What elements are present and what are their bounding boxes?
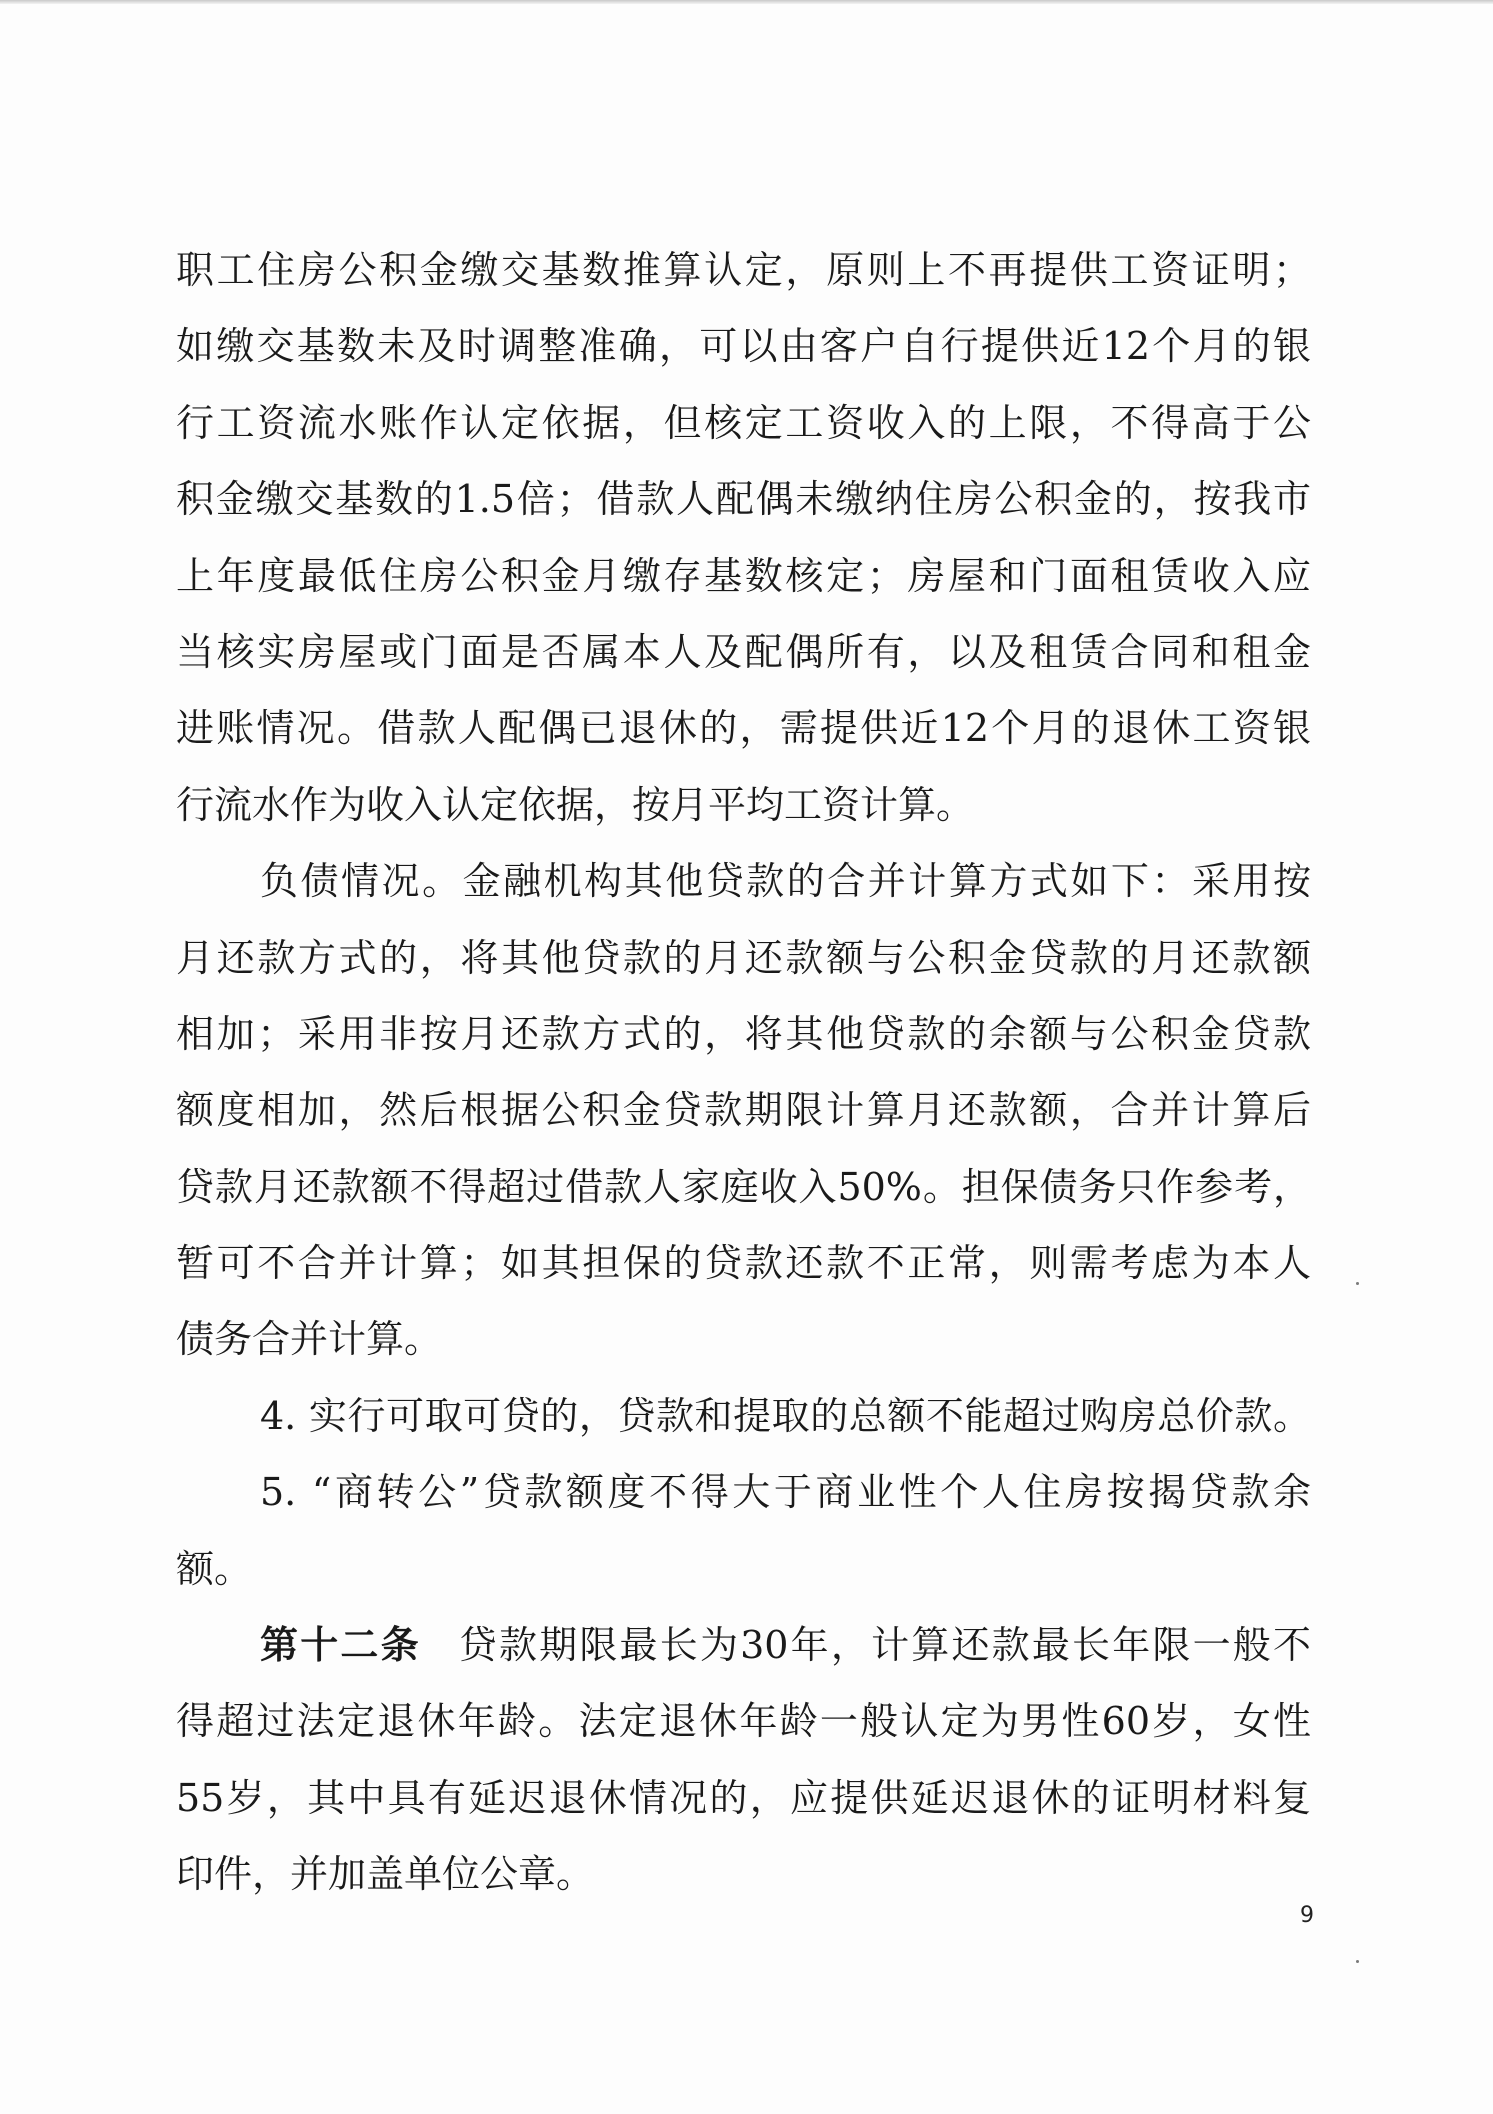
text-line: 职工住房公积金缴交基数推算认定，原则上不再提供工资证明； bbox=[176, 248, 1311, 292]
article-12-heading: 第十二条 bbox=[260, 1622, 421, 1668]
text-line: 行流水作为收入认定依据，按月平均工资计算。 bbox=[176, 782, 975, 827]
article-12-first-line bbox=[176, 1607, 1311, 1683]
text-line: 暂可不合并计算；如其担保的贷款还款不正常，则需考虑为本人 bbox=[176, 1241, 1311, 1286]
scan-top-edge bbox=[0, 0, 1493, 4]
text-line: 贷款月还款额不得超过借款人家庭收入50%。担保债务只作参考， bbox=[176, 1164, 1311, 1209]
text-line: 得超过法定退休年龄。法定退休年龄一般认定为男性60岁，女性 bbox=[176, 1699, 1311, 1744]
text-line: 当核实房屋或门面是否属本人及配偶所有，以及租赁合同和租金 bbox=[176, 629, 1311, 674]
item-4: 4. 实行可取可贷的，贷款和提取的总额不能超过购房总价款。 bbox=[260, 1393, 1311, 1438]
body-text bbox=[176, 232, 1311, 1913]
text-line: 相加；采用非按月还款方式的，将其他贷款的余额与公积金贷款 bbox=[176, 1011, 1311, 1056]
text-line: 积金缴交基数的1.5倍；借款人配偶未缴纳住房公积金的，按我市 bbox=[176, 477, 1311, 522]
text-line: 月还款方式的，将其他贷款的月还款额与公积金贷款的月还款额 bbox=[176, 935, 1311, 980]
item-5-line: 额。 bbox=[176, 1546, 253, 1591]
text-line: 负债情况。金融机构其他贷款的合并计算方式如下：采用按 bbox=[260, 859, 1311, 904]
page-number: 9 bbox=[1300, 1903, 1314, 1928]
scan-speck bbox=[1356, 1282, 1359, 1285]
text-line: 额度相加，然后根据公积金贷款期限计算月还款额，合并计算后 bbox=[176, 1088, 1311, 1133]
text-line: 如缴交基数未及时调整准确，可以由客户自行提供近12个月的银 bbox=[176, 324, 1311, 369]
scan-speck bbox=[1356, 1960, 1359, 1963]
text-line: 55岁，其中具有延迟退休情况的，应提供延迟退休的证明材料复 bbox=[176, 1775, 1311, 1820]
item-5-line: 5. “商转公”贷款额度不得大于商业性个人住房按揭贷款余 bbox=[260, 1470, 1311, 1515]
article-12-text: 贷款期限最长为30年，计算还款最长年限一般不 bbox=[458, 1623, 1311, 1668]
text-line: 印件，并加盖单位公章。 bbox=[176, 1852, 595, 1897]
text-line: 上年度最低住房公积金月缴存基数核定；房屋和门面租赁收入应 bbox=[176, 553, 1311, 598]
text-line: 行工资流水账作认定依据，但核定工资收入的上限，不得高于公 bbox=[176, 400, 1311, 445]
text-line: 债务合并计算。 bbox=[176, 1317, 443, 1362]
text-line: 进账情况。借款人配偶已退休的，需提供近12个月的退休工资银 bbox=[176, 706, 1311, 751]
